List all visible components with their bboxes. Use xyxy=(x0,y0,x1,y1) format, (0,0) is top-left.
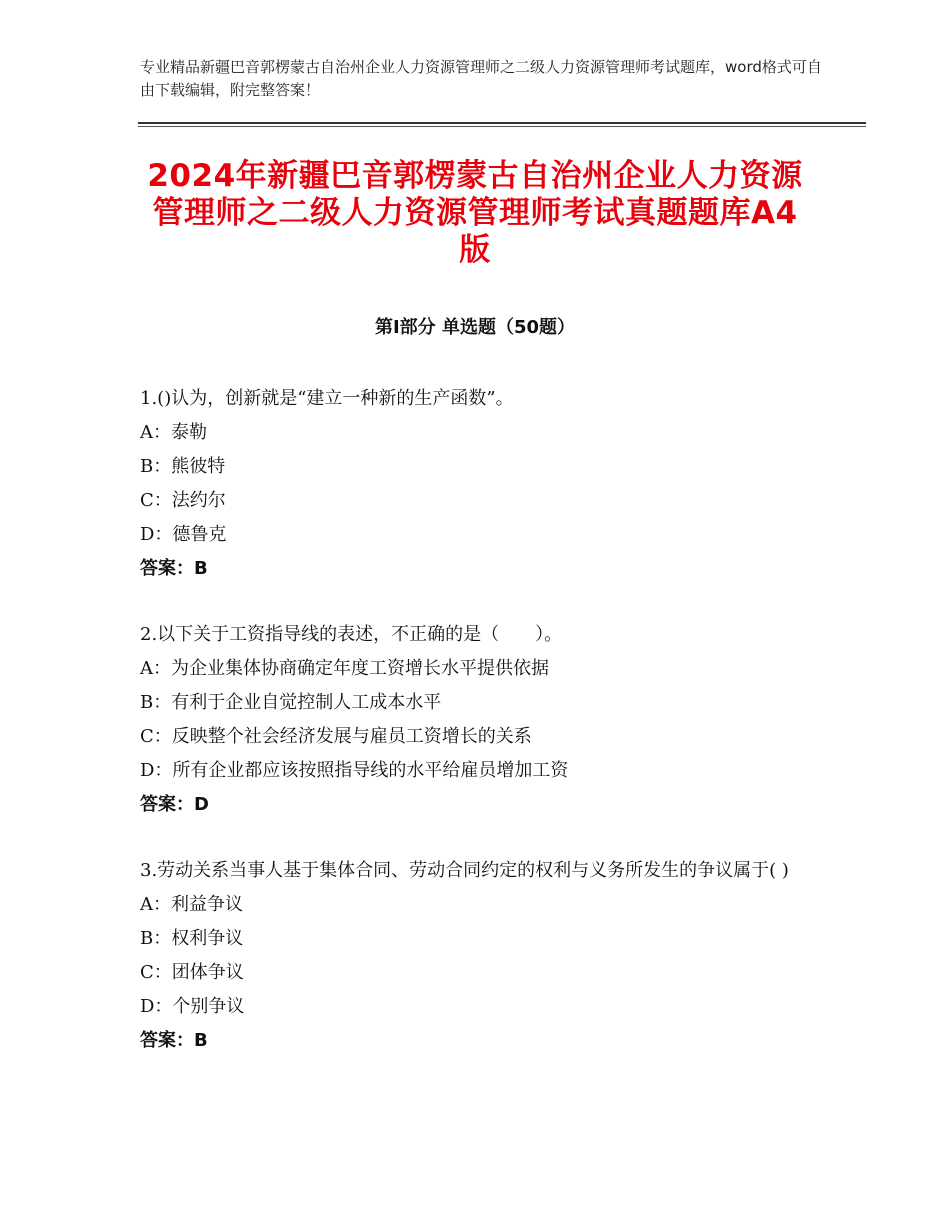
document-title: 2024年新疆巴音郭楞蒙古自治州企业人力资源管理师之二级人力资源管理师考试真题题库A4版 xyxy=(147,158,803,268)
header-note: 专业精品新疆巴音郭楞蒙古自治州企业人力资源管理师之二级人力资源管理师考试题库，word格式可自由下载编辑，附完整答案！ xyxy=(140,58,822,99)
option-c: C：反映整个社会经济发展与雇员工资增长的关系 xyxy=(140,726,532,747)
option-d: D：所有企业都应该按照指导线的水平给雇员增加工资 xyxy=(140,760,569,781)
question-3 xyxy=(140,854,810,1058)
answer: 答案：B xyxy=(140,558,208,579)
section-title: 第Ⅰ部分 单选题（50题） xyxy=(374,317,575,338)
header-divider-thin xyxy=(138,126,866,127)
answer: 答案：B xyxy=(140,1030,208,1051)
option-a: A：为企业集体协商确定年度工资增长水平提供依据 xyxy=(140,658,549,679)
option-d: D：德鲁克 xyxy=(140,524,227,545)
option-b: B：权利争议 xyxy=(140,928,244,949)
question-stem: 2.以下关于工资指导线的表述，不正确的是（ ）。 xyxy=(140,624,563,645)
question-stem: 3.劳动关系当事人基于集体合同、劳动合同约定的权利与义务所发生的争议属于( ) xyxy=(140,860,789,881)
option-b: B：熊彼特 xyxy=(140,456,226,477)
question-2 xyxy=(140,618,810,822)
option-a: A：泰勒 xyxy=(140,422,207,443)
option-a: A：利益争议 xyxy=(140,894,243,915)
answer: 答案：D xyxy=(140,794,209,815)
question-1 xyxy=(140,382,810,586)
question-list xyxy=(140,382,810,1090)
option-c: C：法约尔 xyxy=(140,490,226,511)
option-c: C：团体争议 xyxy=(140,962,244,983)
option-b: B：有利于企业自觉控制人工成本水平 xyxy=(140,692,442,713)
question-stem: 1.()认为，创新就是“建立一种新的生产函数”。 xyxy=(140,388,514,409)
header-divider-thick xyxy=(138,122,866,124)
option-d: D：个别争议 xyxy=(140,996,245,1017)
